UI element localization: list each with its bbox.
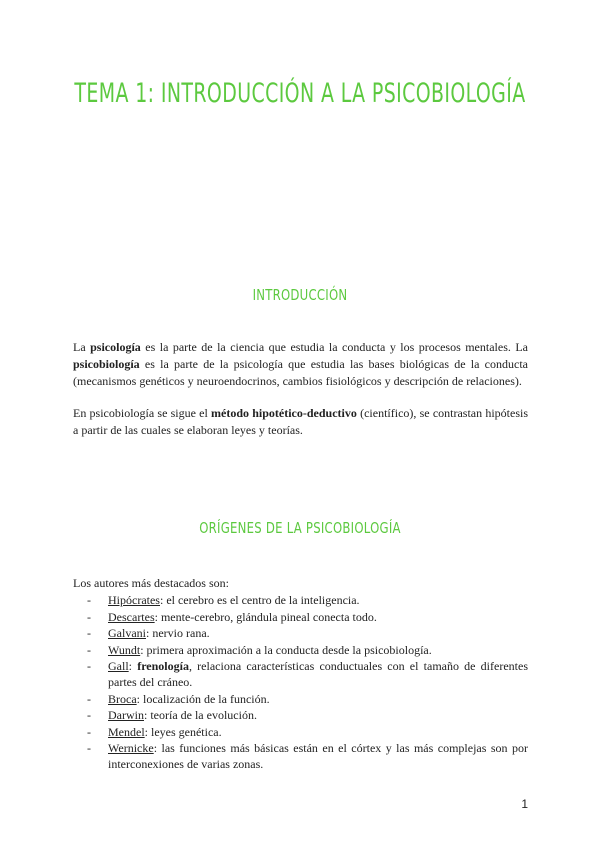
bold-term-psicologia: psicología <box>90 340 141 354</box>
intro-paragraph-1 <box>73 339 528 390</box>
author-name: Wundt <box>108 642 141 657</box>
list-item <box>73 724 528 740</box>
text-run: (científico), se contrastan hipótesis a partir de las cuales se elaboran leyes y teorías. <box>73 406 529 437</box>
author-text: : teoría de la evolución. <box>144 708 257 722</box>
list-item <box>73 658 528 690</box>
author-name: Gall <box>108 659 129 673</box>
intro-paragraph-2 <box>73 405 528 439</box>
list-item <box>73 707 528 723</box>
list-dash: - <box>87 593 91 607</box>
authors-list <box>73 592 528 773</box>
list-item <box>73 642 528 658</box>
list-dash: - <box>87 626 91 640</box>
author-name: Broca <box>108 691 137 706</box>
author-name: Mendel <box>108 724 145 739</box>
page-title: TEMA 1: INTRODUCCIÓN A LA PSICOBIOLOGÍA <box>74 78 526 109</box>
text-run: es la parte de la ciencia que estudia la conducta y los procesos mentales. La <box>140 340 528 354</box>
list-dash: - <box>87 708 91 722</box>
list-item <box>73 691 528 707</box>
authors-lead: Los autores más destacados son: <box>73 576 229 590</box>
author-text: : leyes genética. <box>144 724 222 739</box>
text-run: La <box>73 340 91 354</box>
list-item <box>73 625 528 641</box>
author-text: : localización de la función. <box>136 691 270 706</box>
list-dash: - <box>87 741 91 755</box>
text-run: En psicobiología se sigue el <box>73 406 212 420</box>
author-text: , relaciona características conductuales con el tamaño de diferentes partes del cráneo. <box>108 659 528 689</box>
section-heading-origenes: ORÍGENES DE LA PSICOBIOLOGÍA <box>199 519 401 537</box>
list-dash: - <box>87 659 91 673</box>
bold-term-metodo: método hipotético-deductivo <box>211 406 357 420</box>
list-dash: - <box>87 724 91 739</box>
author-text: : primera aproximación a la conducta desde la psicobiología. <box>140 642 432 657</box>
list-dash: - <box>87 691 91 706</box>
author-name: Galvani <box>108 626 146 640</box>
author-text: : el cerebro es el centro de la inteligencia. <box>159 593 360 607</box>
text-run: es la parte de la psicología que estudia las bases biológicas de la conducta (mecanismos genéticos y neuroendocrinos, cambios fisiológicos y descripción de relaciones). <box>73 357 528 388</box>
bold-term-psicobiologia: psicobiología <box>73 357 140 371</box>
author-text: : nervio rana. <box>146 626 210 640</box>
list-item <box>73 592 528 608</box>
list-dash: - <box>87 609 91 624</box>
bold-term-frenologia: frenología <box>137 659 189 673</box>
author-name: Darwin <box>108 708 144 722</box>
author-text: : mente-cerebro, glándula pineal conecta todo. <box>154 609 377 624</box>
author-name: Descartes <box>108 609 155 624</box>
list-item <box>73 740 528 772</box>
author-name: Wernicke <box>108 741 154 755</box>
page-number: 1 <box>521 797 528 811</box>
list-dash: - <box>87 642 91 657</box>
list-item <box>73 609 528 625</box>
colon-separator: : <box>128 659 138 673</box>
author-text: : las funciones más básicas están en el córtex y las más complejas son por interconexiones de varias zonas. <box>108 741 528 771</box>
section-heading-introduccion: INTRODUCCIÓN <box>252 286 348 304</box>
author-name: Hipócrates <box>108 593 160 607</box>
